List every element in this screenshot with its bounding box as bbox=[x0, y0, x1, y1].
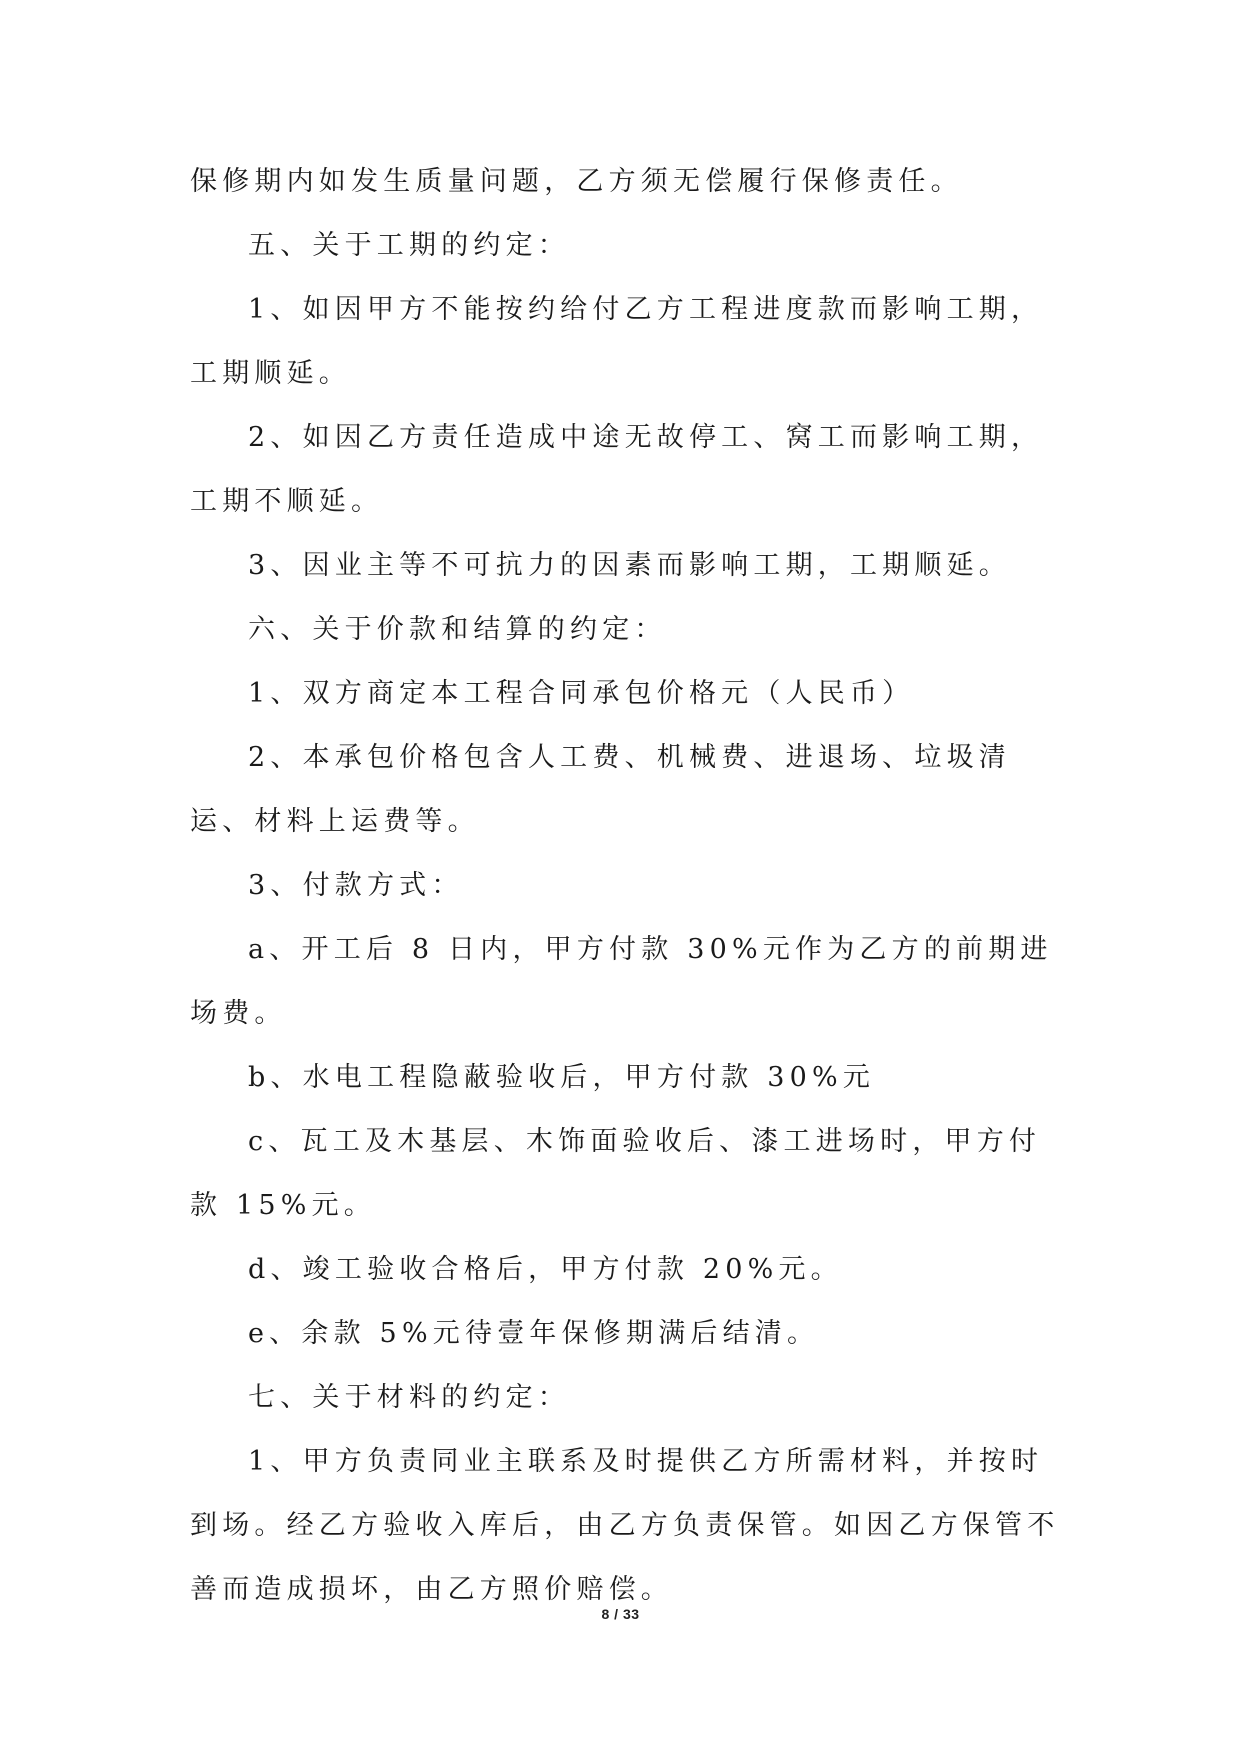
paragraph-schedule-2: 2、如因乙方责任造成中途无故停工、窝工而影响工期，工期不顺延。 bbox=[190, 422, 1044, 517]
paragraph-payment-c: c、瓦工及木基层、木饰面验收后、漆工进场时，甲方付款 15%元。 bbox=[190, 1126, 1042, 1221]
paragraph-payment-a: a、开工后 8 日内，甲方付款 30%元作为乙方的前期进场费。 bbox=[190, 934, 1053, 1029]
paragraph-payment-d: d、竣工验收合格后，甲方付款 20%元。 bbox=[248, 1254, 843, 1285]
paragraph-schedule-3: 3、因业主等不可抗力的因素而影响工期，工期顺延。 bbox=[248, 550, 1011, 581]
paragraph-schedule-1: 1、如因甲方不能按约给付乙方工程进度款而影响工期，工期顺延。 bbox=[190, 294, 1044, 389]
paragraph-materials-1: 1、甲方负责同业主联系及时提供乙方所需材料，并按时到场。经乙方验收入库后，由乙方负责保管。如因乙方保管不善而造成损坏，由乙方照价赔偿。 bbox=[190, 1446, 1060, 1605]
paragraph-payment-e: e、余款 5%元待壹年保修期满后结清。 bbox=[248, 1318, 820, 1349]
page-number: 8 / 33 bbox=[601, 1606, 640, 1622]
paragraph-payment-b: b、水电工程隐蔽验收后，甲方付款 30%元 bbox=[248, 1062, 876, 1093]
paragraph-price-1: 1、双方商定本工程合同承包价格元（人民币） bbox=[248, 678, 915, 709]
paragraph-warranty-continued: 保修期内如发生质量问题，乙方须无偿履行保修责任。 bbox=[190, 166, 963, 197]
section-heading-materials: 七、关于材料的约定： bbox=[248, 1382, 570, 1413]
document-body bbox=[190, 150, 1070, 1622]
paragraph-price-2: 2、本承包价格包含人工费、机械费、进退场、垃圾清运、材料上运费等。 bbox=[190, 742, 1011, 837]
section-heading-schedule: 五、关于工期的约定： bbox=[248, 230, 570, 261]
section-heading-price: 六、关于价款和结算的约定： bbox=[248, 614, 667, 645]
paragraph-payment-method: 3、付款方式： bbox=[248, 870, 464, 901]
